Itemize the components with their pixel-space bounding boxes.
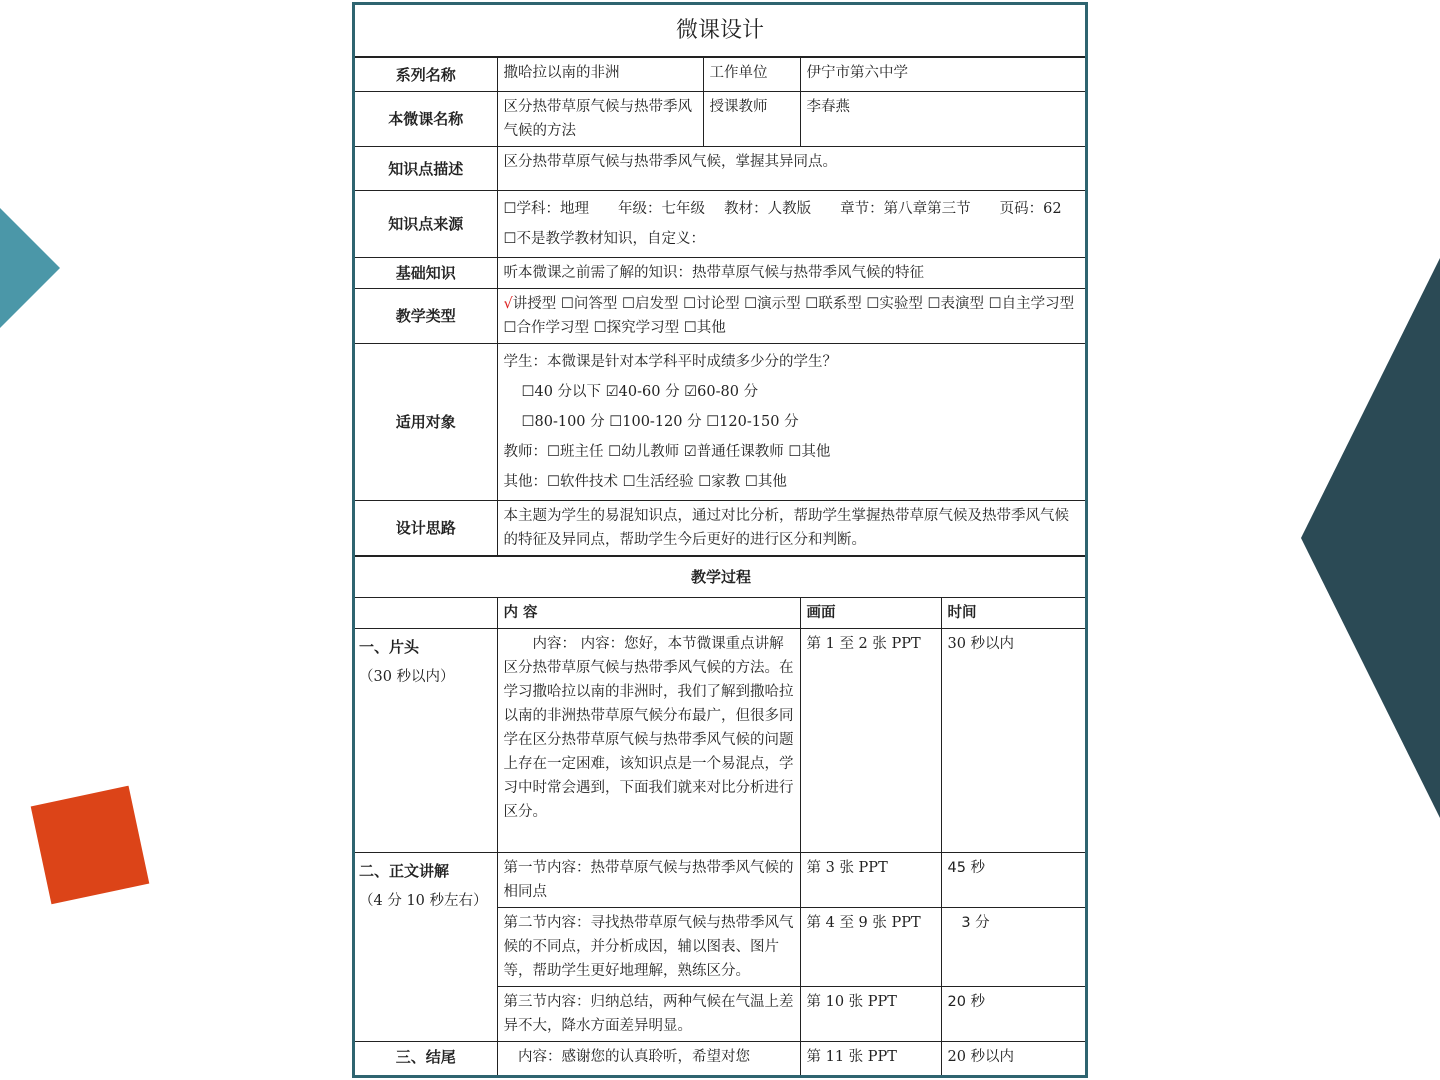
lesson-value: 区分热带草原气候与热带季风气候的方法 — [497, 92, 703, 147]
audience-value — [497, 344, 1087, 501]
source-value — [497, 191, 1087, 258]
lesson-label: 本微课名称 — [355, 92, 497, 147]
section-2-part-2-time: 3 分 — [941, 908, 1087, 987]
row-audience — [355, 344, 1087, 501]
source-label: 知识点来源 — [355, 191, 497, 258]
type-value — [497, 289, 1087, 344]
section-1-duration: （30 秒以内） — [359, 669, 455, 685]
audience-line-2: ☐40 分以下 ☑40-60 分 ☑60-80 分 — [521, 384, 759, 400]
audience-line-4: 教师：☐班主任 ☐幼儿教师 ☑普通任课教师 ☐其他 — [503, 444, 831, 460]
basic-label: 基础知识 — [355, 258, 497, 289]
section-3-screen: 第 11 张 PPT — [800, 1042, 941, 1079]
series-label: 系列名称 — [355, 58, 497, 92]
decorative-orange-square — [31, 786, 150, 905]
audience-label: 适用对象 — [355, 344, 497, 501]
row-section-2-part-1 — [355, 853, 1087, 908]
section-1-name — [355, 629, 497, 853]
knowledge-value: 区分热带草原气候与热带季风气候，掌握其异同点。 — [497, 147, 1087, 191]
section-3-content: 内容：感谢您的认真聆听，希望对您 — [497, 1042, 800, 1079]
type-options: 讲授型 ☐问答型 ☐启发型 ☐讨论型 ☐演示型 ☐联系型 ☐实验型 ☐表演型 ☐自主学习型 ☐合作学习型 ☐探究学习型 ☐其他 — [503, 296, 1075, 336]
section-1-time: 30 秒以内 — [941, 629, 1087, 853]
section-1-title: 一、片头 — [359, 638, 420, 656]
section-2-name — [355, 853, 497, 1042]
section-2-part-1-time: 45 秒 — [941, 853, 1087, 908]
row-section-1 — [355, 629, 1087, 853]
section-2-part-2-content: 第二节内容：寻找热带草原气候与热带季风气候的不同点，并分析成因，辅以图表、图片等，帮助学生更好地理解，熟练区分。 — [497, 908, 800, 987]
audience-line-1: 学生：本微课是针对本学科平时成绩多少分的学生？ — [503, 354, 837, 370]
section-1-screen: 第 1 至 2 张 PPT — [800, 629, 941, 853]
process-heading: 教学过程 — [355, 557, 1087, 598]
row-knowledge — [355, 147, 1087, 191]
design-value: 本主题为学生的易混知识点，通过对比分析，帮助学生掌握热带草原气候及热带季风气候的特征及异同点，帮助学生今后更好的进行区分和判断。 — [497, 501, 1087, 556]
row-basic — [355, 258, 1087, 289]
section-2-part-1-content: 第一节内容：热带草原气候与热带季风气候的相同点 — [497, 853, 800, 908]
row-design — [355, 501, 1087, 556]
section-1-content: 内容： 内容：您好，本节微课重点讲解区分热带草原气候与热带季风气候的方法。在学习撒哈拉以南的非洲时，我们了解到撒哈拉以南的非洲热带草原气候分布最广，但很多同学在区分热带草原气候与热带季风气候的问题上存在一定困难，该知识点是一个易混点，学习中时常会遇到，下面我们就来对比分析进行区分。 — [497, 629, 800, 853]
section-2-part-3-content: 第三节内容：归纳总结，两种气候在气温上差异不大，降水方面差异明显。 — [497, 987, 800, 1042]
audience-line-3: ☐80-100 分 ☐100-120 分 ☐120-150 分 — [521, 414, 799, 430]
section-2-part-3-time: 20 秒 — [941, 987, 1087, 1042]
row-section-3 — [355, 1042, 1087, 1079]
header-screen: 画面 — [800, 598, 941, 629]
row-type — [355, 289, 1087, 344]
section-3-time: 20 秒以内 — [941, 1042, 1087, 1079]
source-line-1: ☐学科：地理 年级：七年级 教材：人教版 章节：第八章第三节 页码：62 — [503, 201, 1062, 217]
teacher-value: 李春燕 — [800, 92, 1087, 147]
row-lesson — [355, 92, 1087, 147]
decorative-right-triangle — [1301, 258, 1440, 818]
design-label: 设计思路 — [355, 501, 497, 556]
series-value: 撒哈拉以南的非洲 — [497, 58, 703, 92]
document-title: 微课设计 — [355, 5, 1085, 57]
unit-label: 工作单位 — [703, 58, 800, 92]
info-table — [355, 57, 1087, 556]
micro-lesson-document — [352, 2, 1088, 1078]
header-content: 内 容 — [497, 598, 800, 629]
row-source — [355, 191, 1087, 258]
section-2-part-3-screen: 第 10 张 PPT — [800, 987, 941, 1042]
type-label: 教学类型 — [355, 289, 497, 344]
process-table — [355, 556, 1087, 1078]
source-line-2: ☐不是教学教材知识，自定义： — [503, 231, 705, 247]
section-3-name: 三、结尾 — [355, 1042, 497, 1079]
header-blank — [355, 598, 497, 629]
row-process-heading — [355, 557, 1087, 598]
knowledge-label: 知识点描述 — [355, 147, 497, 191]
section-2-part-1-screen: 第 3 张 PPT — [800, 853, 941, 908]
row-process-header — [355, 598, 1087, 629]
section-2-title: 二、正文讲解 — [359, 862, 450, 880]
unit-value: 伊宁市第六中学 — [800, 58, 1087, 92]
section-2-part-2-screen: 第 4 至 9 张 PPT — [800, 908, 941, 987]
basic-value: 听本微课之前需了解的知识：热带草原气候与热带季风气候的特征 — [497, 258, 1087, 289]
check-mark-icon: √ — [503, 296, 513, 312]
decorative-left-triangle — [0, 208, 60, 328]
teacher-label: 授课教师 — [703, 92, 800, 147]
row-series — [355, 58, 1087, 92]
audience-line-5: 其他：☐软件技术 ☐生活经验 ☐家教 ☐其他 — [503, 474, 787, 490]
header-time: 时间 — [941, 598, 1087, 629]
section-2-duration: （4 分 10 秒左右） — [359, 893, 488, 909]
